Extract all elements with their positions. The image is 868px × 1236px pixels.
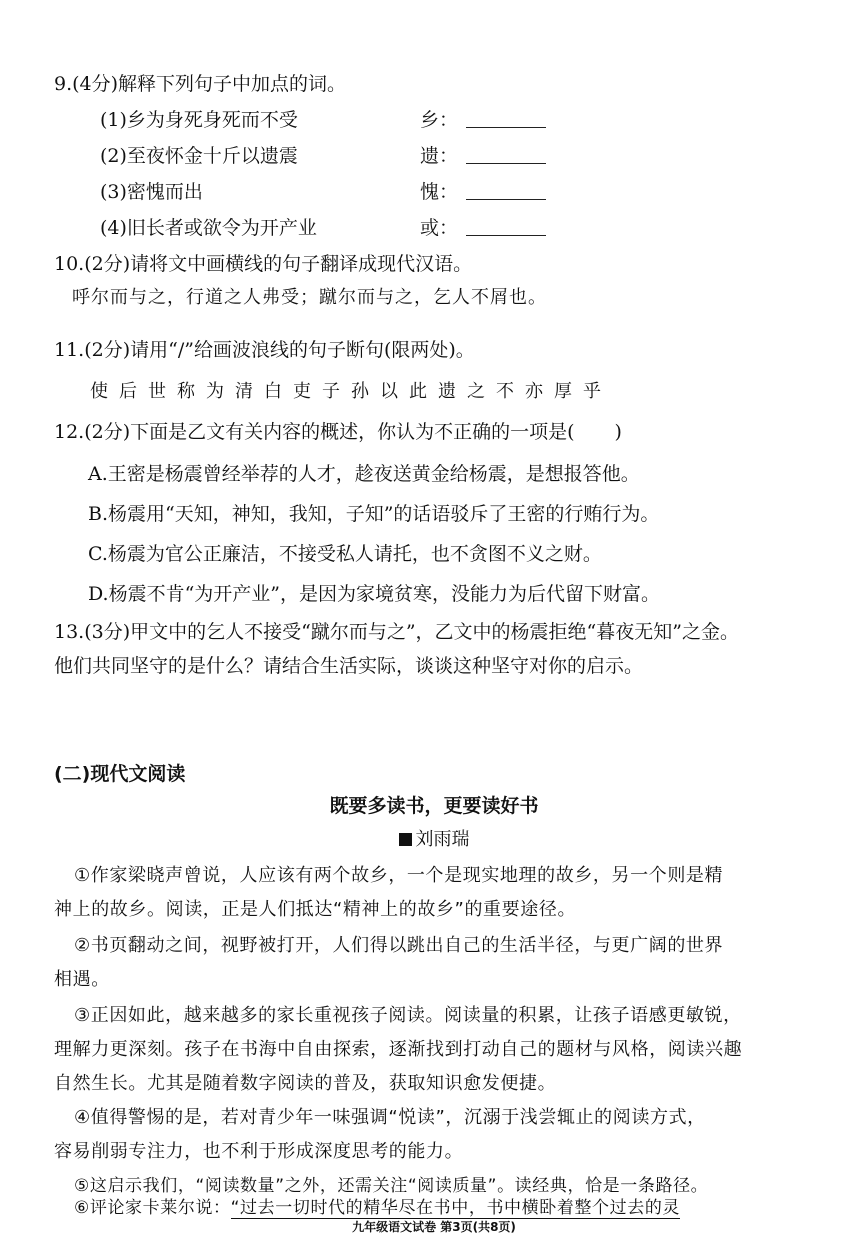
article-line-last: ⑥评论家卡莱尔说：“过去一切时代的精华尽在书中，书中横卧着整个过去的灵: [74, 1198, 681, 1218]
underlined-quote: “过去一切时代的精华尽在书中，书中横卧着整个过去的灵: [230, 1198, 681, 1218]
page-footer: 九年级语文试卷 第3页(共8页): [352, 1220, 516, 1234]
article-line: 相遇。: [54, 969, 110, 990]
article-line: 理解力更深刻。孩子在书海中自由探索，逐渐找到打动自己的题材与风格，阅读兴趣: [54, 1039, 743, 1060]
q9-answer-3: 愧：: [420, 180, 546, 204]
article-line: ④值得警惕的是，若对青少年一味强调“悦读”，沉溺于浅尝辄止的阅读方式，: [74, 1107, 706, 1128]
q12-option-c: C.杨震为官公正廉洁，不接受私人请托，也不贪图不义之财。: [88, 543, 602, 565]
answer-blank[interactable]: [466, 198, 546, 200]
q9-item-3: (3)密愧而出: [100, 181, 203, 203]
q9-item-2: (2)至夜怀金十斤以遗震: [100, 145, 298, 167]
section-title: (二)现代文阅读: [54, 763, 186, 785]
q12-option-d: D.杨震不肯“为开产业”，是因为家境贫寒，没能力为后代留下财富。: [88, 583, 661, 605]
q11-heading: 11.(2分)请用“/”给画波浪线的句子断句(限两处)。: [54, 339, 475, 361]
q9-answer-4: 或：: [420, 216, 546, 240]
answer-blank[interactable]: [466, 234, 546, 236]
q9-item-1: (1)乡为身死身死而不受: [100, 109, 298, 131]
author-marker-icon: [399, 833, 412, 846]
answer-blank[interactable]: [466, 162, 546, 164]
q12-heading: 12.(2分)下面是乙文有关内容的概述，你认为不正确的一项是( ): [54, 421, 622, 443]
article-author: 刘雨瑞: [0, 828, 868, 852]
q9-heading: 9.(4分)解释下列句子中加点的词。: [54, 73, 347, 95]
article-line: ③正因如此，越来越多的家长重视孩子阅读。阅读量的积累，让孩子语感更敏锐，: [74, 1005, 742, 1026]
article-line: 神上的故乡。阅读，正是人们抵达“精神上的故乡”的重要途径。: [54, 899, 577, 920]
answer-blank[interactable]: [466, 126, 546, 128]
article-line: ②书页翻动之间，视野被打开，人们得以跳出自己的生活半径，与更广阔的世界: [74, 935, 724, 956]
q13-line-2: 他们共同坚守的是什么？请结合生活实际，谈谈这种坚守对你的启示。: [54, 655, 644, 677]
q12-option-b: B.杨震用“天知，神知，我知，子知”的话语驳斥了王密的行贿行为。: [88, 503, 660, 525]
article-line: 自然生长。尤其是随着数字阅读的普及，获取知识愈发便捷。: [54, 1073, 557, 1094]
q11-sentence: 使后世称为清白吏子孙以此遗之不亦厚乎: [90, 381, 612, 402]
q10-heading: 10.(2分)请将文中画横线的句子翻译成现代汉语。: [54, 253, 473, 275]
q10-sentence: 呼尔而与之，行道之人弗受；蹴尔而与之，乞人不屑也。: [72, 287, 547, 308]
q13-line-1: 13.(3分)甲文中的乞人不接受“蹴尔而与之”，乙文中的杨震拒绝“暮夜无知”之金。: [54, 621, 739, 643]
article-line: 容易削弱专注力，也不利于形成深度思考的能力。: [54, 1141, 464, 1162]
article-line: ⑤这启示我们，“阅读数量”之外，还需关注“阅读质量”。读经典，恰是一条路径。: [74, 1176, 709, 1196]
article-title: 既要多读书，更要读好书: [329, 795, 539, 817]
q12-option-a: A.王密是杨震曾经举荐的人才，趁夜送黄金给杨震，是想报答他。: [88, 463, 640, 485]
q9-answer-2: 遗：: [420, 144, 546, 168]
q9-item-4: (4)旧长者或欲令为开产业: [100, 217, 317, 239]
q9-answer-1: 乡：: [420, 108, 546, 132]
article-line: ①作家梁晓声曾说，人应该有两个故乡，一个是现实地理的故乡，另一个则是精: [74, 865, 724, 886]
